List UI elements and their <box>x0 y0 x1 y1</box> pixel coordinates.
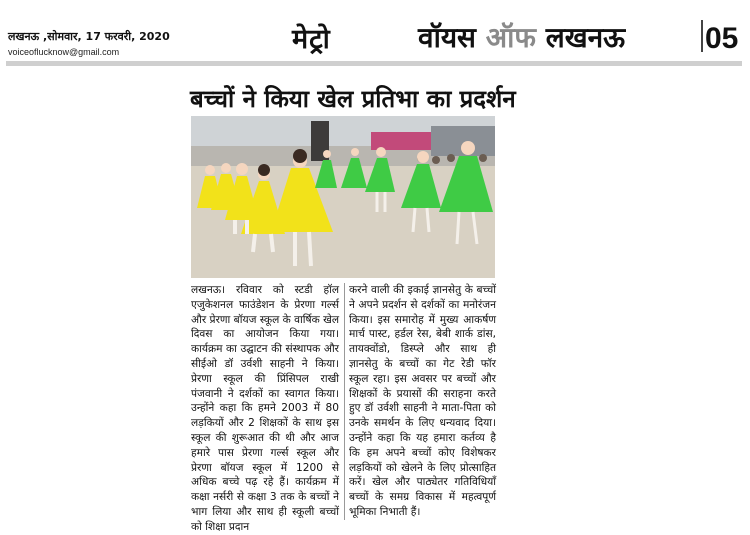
masthead-divider <box>701 20 703 52</box>
article-photo <box>191 116 495 278</box>
article-column-1: लखनऊ। रविवार को स्टडी हॉल एजुकेशनल फाउंडेशन के प्रेरणा गर्ल्स और प्रेरणा बॉयज स्कूल के वार्षिक खेल दिवस का आयोजन किया गया। कार्यक्रम का उद्घाटन की संस्थापक और सीईओ डॉ उर्वशी साहनी ने किया। प्रेरणा स्कूल की प्रिंसिपल राखी पंजवानी ने दर्शकों का स्वागत किया। उन्होंने कहा कि हमने 2003 में 80 लड़कियों और 2 शिक्षकों के साथ इस स्कूल की शुरूआत की थी और आज हमारे पास प्रेरणा गर्ल्स स्कूल और प्रेरणा बॉयज स्कूल में 1200 से अधिक बच्चे पढ़ रहे हैं। कार्यक्रम में कक्षा नर्सरी से कक्षा 3 तक के बच्चों ने भाग लिया और साथ ही स्कूली बच्चों को शिक्षा प्रदान <box>191 284 339 533</box>
column-divider <box>344 283 345 520</box>
newspaper-masthead <box>0 0 750 62</box>
page-number: 05 <box>705 22 739 55</box>
contact-email: voiceoflucknow@gmail.com <box>8 47 120 57</box>
sports-day-photo <box>191 116 495 278</box>
dateline: लखनऊ ,सोमवार, 17 फरवरी, 2020 <box>8 30 170 43</box>
brand-word-lucknow: लखनऊ <box>535 21 626 54</box>
newspaper-brand <box>418 18 625 56</box>
section-name: मेट्रो <box>292 24 331 55</box>
brand-word-of: ऑफ <box>485 21 536 54</box>
article-headline: बच्चों ने किया खेल प्रतिभा का प्रदर्शन <box>190 85 516 113</box>
article-column-2: करने वाली की इकाई ज्ञानसेतु के बच्चों ने अपने प्रदर्शन से दर्शकों का मनोरंजन किया। इस समारोह में मुख्य आकर्षण मार्च पास्ट, हर्डल रेस, बेबी शार्क डांस, तायक्वोंडो, डिस्प्ले और साथ ही ज्ञानसेतु के बच्चों का गेट रेडी फॉर स्कूल रहा। इस अवसर पर बच्चों और शिक्षकों के प्रयासों की सराहना करते हुए डॉ उर्वशी साहनी ने माता-पिता को उनके समर्थन के लिए धन्यवाद दिया। उन्होंने कहा कि यह हमारा कर्तव्य है कि हम अपने बच्चों कोए विशेषकर लड़कियों को खेलने के लिए प्रोत्साहित करें। खेल और पाठ्येतर गतिविधियाँ बच्चों के समग्र विकास में महत्वपूर्ण भूमिका निभाती हैं। <box>349 284 496 518</box>
brand-word-voice: वॉयस <box>418 21 486 54</box>
masthead-rule <box>6 61 742 66</box>
